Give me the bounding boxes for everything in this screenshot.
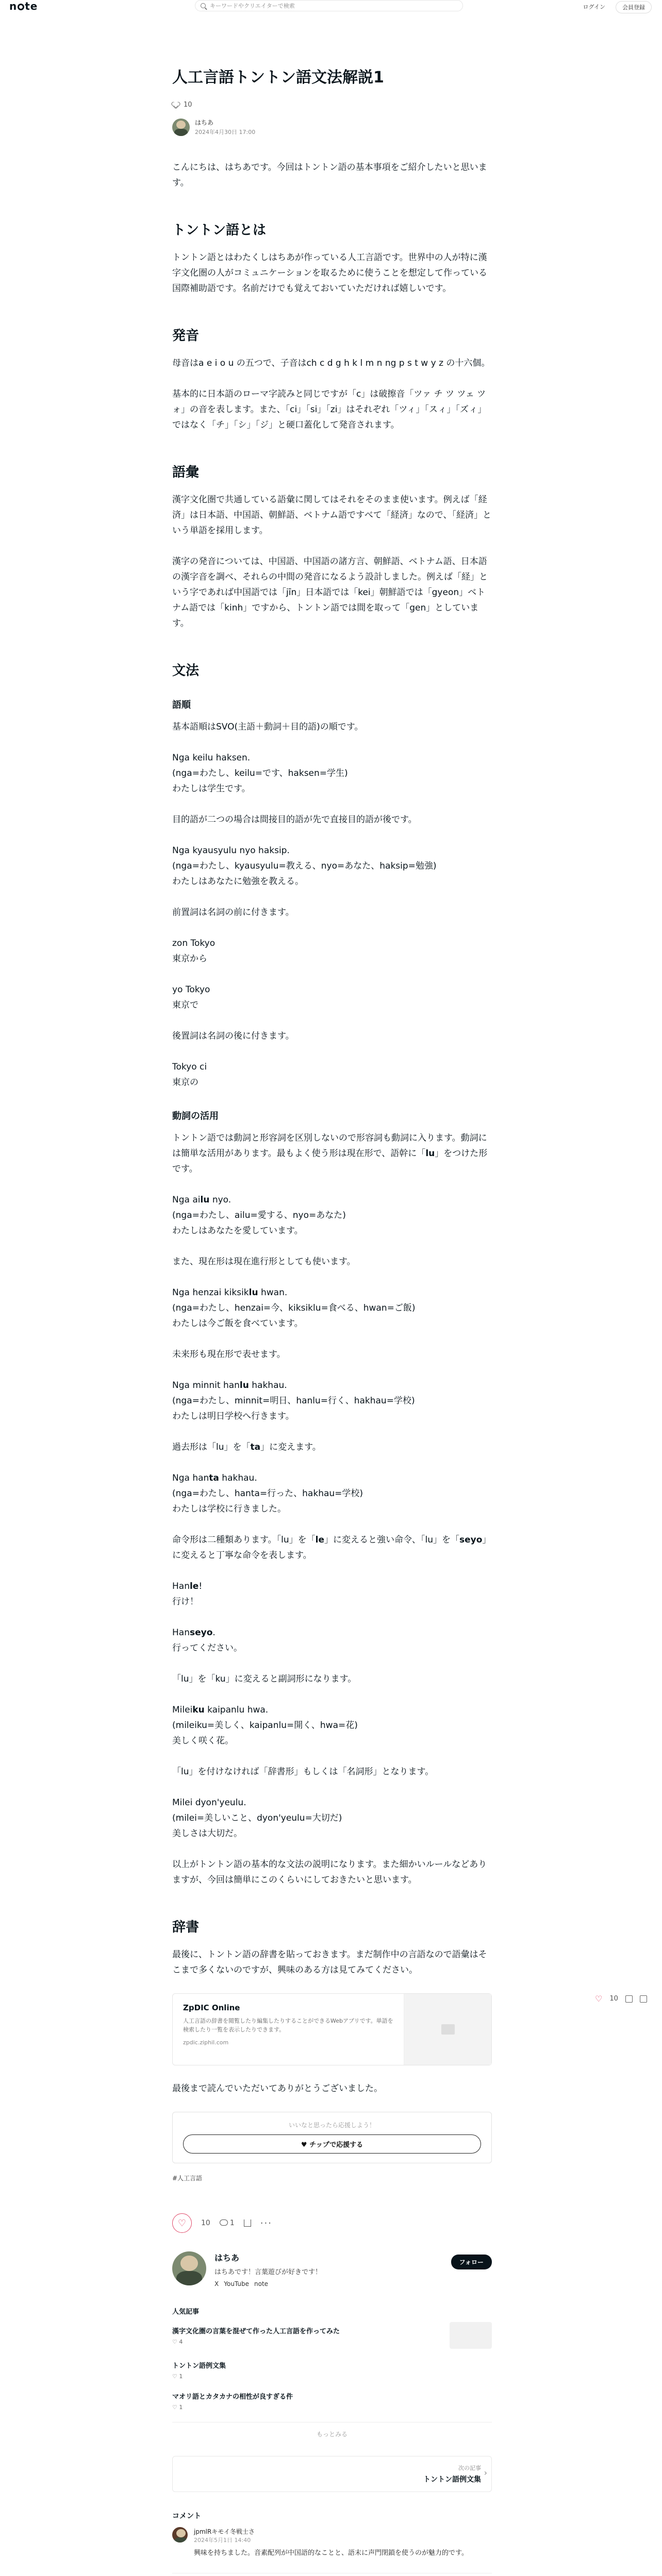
comment-text: 興味を持ちました。音素配列が中国語的なことと、語末に声門閉鎖を使うのが魅力的です。 [194,2549,468,2557]
example-block [172,1470,492,1517]
note-icon[interactable]: note [254,2280,269,2287]
text: ! [198,1581,203,1591]
example-translation: わたしは学校に行きました。 [172,1504,286,1514]
example-translation: 行ってください。 [172,1643,242,1653]
profile-block [172,2251,492,2287]
example-sentence [172,1581,202,1591]
profile-name[interactable]: はちあ [214,2253,240,2263]
text: 過去形は「lu」を「 [172,1442,251,1452]
next-article-box[interactable] [172,2456,492,2492]
author-name[interactable]: はちあ [195,119,214,126]
popular-title: マオリ語とカタカナの相性が良すぎる件 [172,2393,293,2401]
link-card-domain: zpdic.ziphil.com [183,2039,229,2046]
example-translation: 東京で [172,1000,198,1010]
comment [172,2527,492,2558]
example-sentence: yo Tokyo [172,985,210,995]
comment-date: 2024年5月1日 14:40 [194,2537,251,2544]
paragraph: 漢字文化圏で共通している語彙に関してはそれをそのまま使います。例えば「経済」は日本語、中国語、朝鮮語、ベトナム語ですべて「経済」なので、「経済」という単語を採用します。 [172,495,491,536]
paragraph: 前置詞は名詞の前に付きます。 [172,907,294,918]
text: kaipanlu hwa. [204,1705,269,1715]
example-sentence: Nga kyausyulu nyo haksip. [172,845,290,856]
example-translation: わたしはあなたに勉強を教える。 [172,876,304,887]
text: Han [172,1581,190,1591]
popular-likes: ♡ 4 [172,2338,183,2345]
list-item[interactable] [172,2360,492,2380]
bold-text: le [189,1581,199,1591]
bold-text: lu [249,1287,258,1298]
search-icon [201,3,206,8]
side-actions [595,1994,647,2004]
comment-count: 1 [229,2219,235,2227]
intro-paragraph: こんにちは、はちあです。今回はトントン語の基本事項をご紹介したいと思います。 [172,162,487,188]
profile-avatar[interactable] [172,2251,206,2285]
paragraph [172,1439,492,1455]
example-translation: わたしは明日学校へ行きます。 [172,1411,294,1421]
paragraph: 以上がトントン語の基本的な文法の説明になります。また細かいルールなどありますが、今回は簡単にこのくらいにしておきたいと思います。 [172,1859,487,1885]
bold-text: le [315,1535,324,1545]
example-gloss: (nga=わたし、minnit=明日、hanlu=行く、hakhau=学校) [172,1396,415,1406]
paragraph: 基本的に日本語のローマ字読みと同じですが「c」は破擦音「ツァ チ ツ ツェ ツォ」の音を表します。また、「ci」「si」「zi」はそれぞれ「ツィ」「スィ」「ズィ」ではなく「チ」「シ」「ジ」と硬口蓋化して発音されます。 [172,389,487,430]
comment-button[interactable] [220,2219,235,2227]
text: Han [172,1628,190,1638]
text: Nga ai [172,1195,201,1205]
reaction-row [172,2213,492,2233]
comment-icon [220,2219,228,2226]
paragraph: 目的語が二つの場合は間接目的語が先で直接目的語が後です。 [172,815,417,825]
example-translation: 美しさは大切だ。 [172,1828,242,1839]
text: Nga minnit han [172,1380,240,1391]
article [172,67,492,2576]
example-block [172,936,492,967]
login-button[interactable]: ログイン [583,4,605,10]
x-icon[interactable]: X [214,2280,219,2287]
more-icon[interactable]: ··· [260,2217,272,2229]
example-sentence [172,1380,287,1391]
example-translation: 行け！ [172,1597,198,1607]
text: . [212,1628,216,1638]
heart-icon[interactable]: ♡ [595,1994,603,2004]
side-like-count: 10 [609,1995,618,2003]
like-count: 10 [201,2219,210,2227]
paragraph: 後置詞は名詞の後に付きます。 [172,1031,294,1041]
more-link[interactable]: もっとみる [172,2422,492,2446]
support-box [172,2112,492,2163]
like-count: 10 [184,101,192,109]
bold-text: seyo [459,1535,483,1545]
search-placeholder: キーワードやクリエイターで検索 [210,3,295,9]
like-count: 1 [179,2404,183,2411]
tip-button[interactable]: ♥ チップで応援する [183,2134,481,2154]
example-translation: 東京の [172,1077,198,1088]
popular-title: 漢字文化圏の言葉を混ぜて作った人工言語を作ってみた [172,2328,340,2335]
example-block [172,1285,492,1331]
support-label: いいなと思ったら応援しよう！ [288,2122,375,2129]
bold-text: lu [200,1195,210,1205]
image-placeholder-icon [441,2024,455,2035]
example-block [172,1579,492,1609]
text: Nga henzai kiksik [172,1287,249,1298]
link-card-title: ZpDIC Online [183,2003,240,2012]
example-block [172,1625,492,1656]
example-sentence [172,1473,257,1483]
paragraph: 基本語順はSVO(主語＋動詞＋目的語)の順です。 [172,722,363,732]
hashtag[interactable]: #人工言語 [172,2175,203,2182]
heart-icon [172,101,179,109]
example-sentence [172,1705,268,1715]
example-gloss: (nga=わたし、hanta=行った、hakhau=学校) [172,1488,363,1499]
logo-o-mark [18,4,24,10]
example-gloss: (nga=わたし、ailu=愛する、nyo=あなた) [172,1210,346,1221]
example-translation: わたしは今ご飯を食べています。 [172,1318,303,1329]
tip-button-label: チップで応援する [309,2141,363,2149]
follow-button[interactable]: フォロー [451,2255,492,2269]
text: Nga han [172,1473,209,1483]
search-box[interactable] [195,0,463,11]
subheading-word-order: 語順 [172,700,191,710]
example-block [172,1192,492,1239]
example-sentence: Nga keilu haksen. [172,753,251,763]
publish-date: 2024年4月30日 17:00 [195,129,256,135]
link-card-desc: 人工言語の辞書を閲覧したり編集したりすることができるWebアプリです。単語を検索したり一覧を表示したりできます。 [183,2018,393,2033]
popular-title: トントン語例文集 [172,2362,226,2370]
next-title: トントン語例文集 [423,2476,481,2484]
paragraph: 「lu」を「ku」に変えると副詞形になります。 [172,1674,357,1684]
paragraph: また、現在形は現在進行形としても使います。 [172,1257,356,1267]
youtube-icon[interactable]: YouTube [224,2280,250,2287]
bold-text: lu [425,1148,435,1159]
example-gloss: (mileiku=美しく、kaipanlu=開く、hwa=花) [172,1720,358,1731]
text: 」に変えると丁寧な命令を表します。 [172,1535,491,1561]
like-button[interactable] [172,2213,192,2233]
example-gloss: (nga=わたし、kyausyulu=教える、nyo=あなた、haksip=勉強) [172,861,437,871]
note-logo[interactable]: n te [9,0,38,12]
like-count: 1 [179,2373,183,2380]
bold-text: seyo [189,1628,213,1638]
text: 」をつけた形です。 [172,1148,488,1174]
example-translation: わたしは学生です。 [172,784,251,794]
text: トントン語では動詞と形容詞を区別しないので形容詞も動詞に入ります。動詞には簡単な活用があります。最もよく使う形は現在形で、語幹に「 [172,1133,487,1159]
text: 命令形は二種類あります。「lu」を「 [172,1535,316,1545]
example-block [172,1059,492,1090]
example-sentence [172,1628,216,1638]
likes-row[interactable] [172,101,492,109]
example-block [172,750,492,796]
paragraph: 「lu」を付けなければ「辞書形」もしくは「名詞形」となります。 [172,1767,434,1777]
paragraph: トントン語とはわたくしはちあが作っている人工言語です。世界中の人が特に漢字文化圏の人がコミュニケーションを取るために使うことを想定して作っている国際補助語です。名前だけでも覚えておいていただければ嬉しいです。 [172,252,487,294]
heading-dictionary: 辞書 [172,1920,200,1935]
next-label: 次の記事 [458,2465,481,2471]
bold-text: ta [250,1442,261,1452]
bookmark-icon[interactable] [640,1995,647,2003]
profile-links [214,2280,322,2287]
example-sentence: zon Tokyo [172,938,216,948]
example-gloss: (nga=わたし、henzai=今、kiksiklu=食べる、hwan=ご飯) [172,1303,416,1313]
article-body [172,160,492,1978]
popular-label: 人気記事 [172,2308,200,2316]
example-block [172,1702,492,1749]
comment-login-prompt [172,2573,492,2576]
example-block [172,982,492,1013]
subheading-conjugation: 動詞の活用 [172,1111,219,1122]
paragraph: 漢字の発音については、中国語、中国語の諸方言、朝鮮語、ベトナム語、日本語の漢字音を調べ、それらの中間の発音になるよう設計しました。例えば「経」という字であれば中国語では「jīn」日本語では「kei」朝鮮語では「gyeon」ベトナム語では「kinh」ですから、トントン語では間を取って「gen」としています。 [172,556,488,629]
bold-text: lu [239,1380,249,1391]
share-icon[interactable] [625,1995,633,2003]
example-sentence: Milei dyon'yeulu. [172,1798,246,1808]
text: 」に変えると強い命令、「lu」を「 [324,1535,459,1545]
paragraph: 最後に、トントン語の辞書を貼っておきます。まだ制作中の言語なので語彙はそこまで多くないのですが、興味のある方は見てみてください。 [172,1950,487,1975]
example-sentence: Tokyo ci [172,1062,207,1072]
author-row[interactable] [172,118,492,136]
bold-text: ku [192,1705,205,1715]
paragraph: 未来形も現在形で表せます。 [172,1349,286,1360]
popular-thumbnail [450,2322,492,2349]
text: hakhau. [219,1473,257,1483]
text: hwan. [258,1287,288,1298]
text: 」に変えます。 [260,1442,321,1452]
example-block [172,1795,492,1841]
profile-bio: はちあです！言葉遊びが好きです！ [214,2268,322,2276]
avatar[interactable] [172,118,190,136]
popular-likes: ♡ 1 [172,2404,183,2411]
top-bar [0,0,662,12]
outro-paragraph: 最後まで読んでいただいてありがとうございました。 [172,2083,383,2094]
list-item[interactable] [172,2391,492,2411]
comments-heading: コメント [172,2512,201,2520]
paragraph [172,1532,492,1563]
commenter-avatar[interactable] [172,2527,188,2543]
example-sentence [172,1195,231,1205]
heart-icon: ♡ [177,2217,187,2229]
share-icon[interactable] [244,2219,251,2227]
paragraph: 母音はa e i o u の五つで、子音はch c d g h k l m n ng p s t w y z の十六個。 [172,358,490,368]
example-translation: 美しく咲く花。 [172,1736,234,1746]
heading-vocabulary: 語彙 [172,465,200,480]
example-gloss: (nga=わたし、keilu=です、haksen=学生) [172,768,348,778]
paragraph [172,1130,492,1177]
article-title: 人工言語トントン語文法解説1 [172,69,384,87]
example-gloss: (milei=美しいこと、dyon'yeulu=大切だ) [172,1813,342,1823]
link-card-thumbnail [404,1994,491,2065]
like-count: 4 [179,2338,183,2345]
example-block [172,843,492,889]
link-card[interactable] [172,1993,492,2065]
commenter-name[interactable]: jpmlRキモイ冬戦士さ [194,2528,255,2535]
popular-likes: ♡ 1 [172,2373,183,2380]
signup-button[interactable]: 会員登録 [616,1,652,13]
bold-text: ta [209,1473,219,1483]
text: nyo. [209,1195,231,1205]
outro [172,2081,492,2096]
header-actions [578,1,652,13]
example-translation: 東京から [172,954,207,964]
heading-grammar: 文法 [172,663,200,679]
example-translation: わたしはあなたを愛しています。 [172,1226,303,1236]
chevron-right-icon: › [484,2468,487,2478]
text: hakhau. [249,1380,287,1391]
example-block [172,1378,492,1424]
list-item[interactable] [172,2322,492,2349]
link-card-text [173,1994,404,2065]
example-sentence [172,1287,287,1298]
heading-about: トントン語とは [172,223,267,238]
text: Milei [172,1705,193,1715]
heading-pronunciation: 発音 [172,328,200,344]
